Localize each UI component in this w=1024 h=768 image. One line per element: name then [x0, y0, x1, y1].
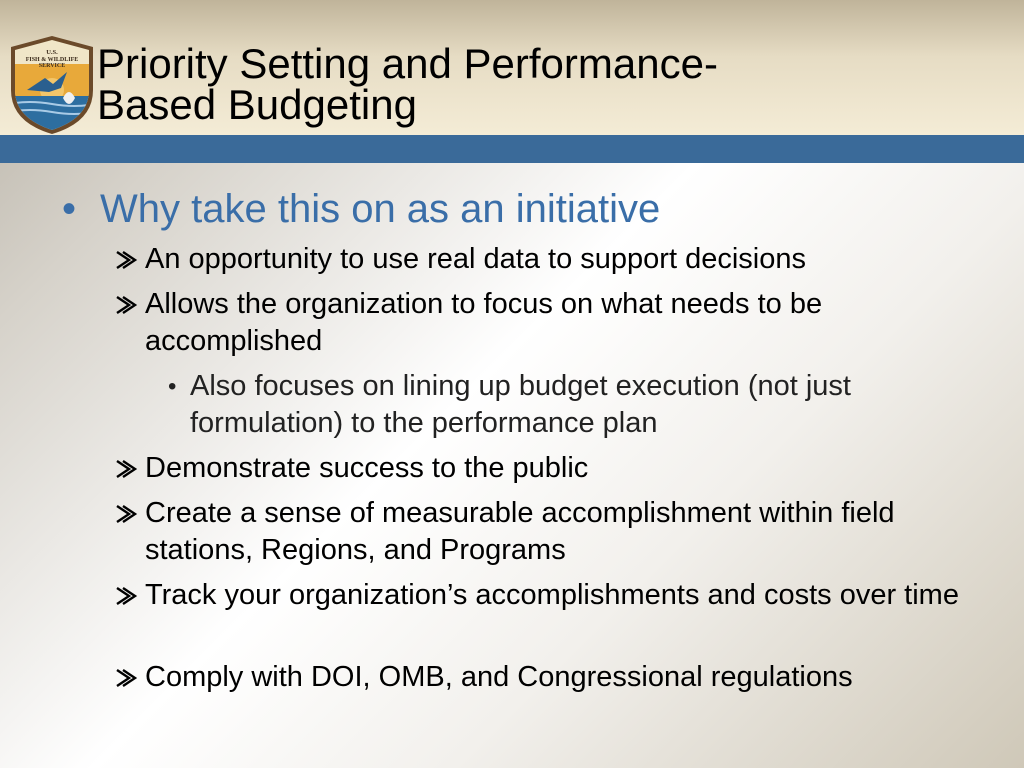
arrow-bullet-icon	[114, 292, 140, 318]
sub-bullet: Allows the organization to focus on what needs to be accomplished	[145, 288, 823, 357]
bullet-dot-icon: •	[62, 187, 77, 231]
svg-text:FISH & WILDLIFE: FISH & WILDLIFE	[25, 57, 79, 63]
svg-text:U.S.: U.S.	[46, 49, 58, 56]
sub-bullet: Comply with DOI, OMB, and Congressional regulations	[145, 661, 853, 693]
arrow-bullet-icon	[114, 247, 140, 273]
slide-title: Priority Setting and Performance- Based Budgeting	[97, 40, 718, 128]
fws-logo-icon	[9, 34, 95, 134]
sub-bullet: Create a sense of measurable accomplishment within field stations, Regions, and Programs	[145, 497, 895, 566]
nested-bullet: Also focuses on lining up budget execution (not just formulation) to the performance plan	[190, 370, 851, 439]
main-bullet: Why take this on as an initiative	[100, 187, 661, 231]
svg-text:SERVICE: SERVICE	[38, 63, 66, 69]
arrow-bullet-icon	[114, 456, 140, 482]
arrow-bullet-icon	[114, 583, 140, 609]
sub-bullet: An opportunity to use real data to support decisions	[145, 243, 806, 275]
bullet-dot-icon: •	[168, 373, 177, 400]
arrow-bullet-icon	[114, 665, 140, 691]
header-stripe	[0, 135, 1024, 163]
arrow-bullet-icon	[114, 501, 140, 527]
sub-bullet: Demonstrate success to the public	[145, 452, 589, 484]
sub-bullet: Track your organization’s accomplishments and costs over time	[145, 579, 959, 611]
